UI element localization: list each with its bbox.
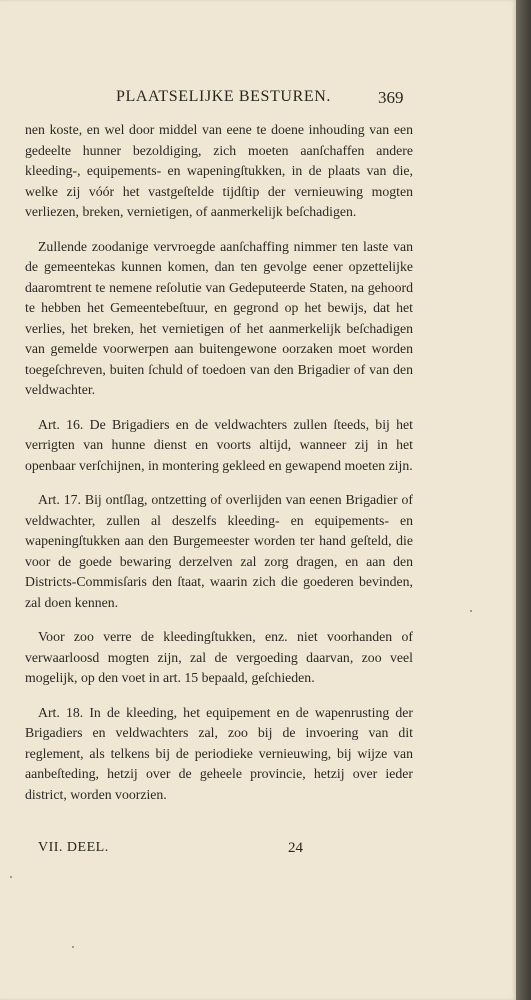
paragraph-art-16: Art. 16. De Brigadiers en de veldwachters zullen ſteeds, bij het verrigten van hunne dienst en voorts altijd, wanneer zij in het openbaar verſchijnen, in montering gekleed en gewapend moeten zijn.	[25, 416, 413, 473]
paragraph-2: Zullende zoodanige vervroegde aanſchaffing nimmer ten laste van de gemeentekas kunnen komen, dan ten gevolge eener opzettelijke daaromtrent te nemene reſolutie van Gedeputeerde Staten, na gehoord te hebben het Gemeentebeſtuur, en gegrond op het bewijs, dat het verlies, het breken, het vernietigen of het aanmerkelijk beſchadigen van gemelde voorwerpen aan buitengewone oorzaken moet worden toegeſchreven, buiten ſchuld of toedoen van den Brigadier of van den veldwachter.	[25, 238, 413, 397]
body-text	[25, 120, 413, 819]
paragraph-art-17: Art. 17. Bij ontſlag, ontzetting of overlijden van eenen Brigadier of veldwachter, zullen al deszelfs kleeding- en equipements- en wapeningſtukken aan den Burgemeester worden ter hand geſteld, die voor de goede bewaring derzelven zal zorg dragen, en aan den Districts-Commisſaris den ſtaat, waarin zich die goederen bevinden, zal doen kennen.	[25, 492, 413, 610]
running-head	[0, 88, 516, 110]
running-head-title: PLAATSELIJKE BESTUREN.	[116, 88, 331, 105]
paper-speck	[470, 610, 472, 612]
paragraph-1: nen koste, en wel door middel van eene te doene inhouding van een gedeelte hunner bezoldiging, zich moeten aanſchaffen andere kleeding-, equipements- en wapeningſtukken, in de plaats van die, welke zij vóór het vastgeſtelde tijdſtip der vernieuwing mogten verliezen, breken, vernietigen, of aanmerkelijk beſchadigen.	[25, 122, 413, 219]
page-edge-shadow	[516, 0, 531, 1000]
paragraph-art-18: Art. 18. In de kleeding, het equipement en de wapenrusting der Brigadiers en veldwachters zal, zoo bij de invoering van dit reglement, als telkens bij de periodieke vernieuwing, bij wijze van aanbeſteding, hetzij over de geheele provincie, hetzij over ieder district, worden voorzien.	[25, 704, 413, 802]
signature-number: 24	[288, 840, 303, 856]
signature-mark: VII. DEEL.	[38, 840, 109, 855]
page-number: 369	[378, 88, 404, 107]
page-footer	[0, 840, 516, 864]
paper-speck	[72, 946, 74, 948]
paper-speck	[10, 876, 12, 878]
paragraph-5: Voor zoo verre de kleedingſtukken, enz. niet voorhanden of verwaarloosd mogten zijn, zal de vergoeding daarvan, zoo veel mogelijk, op den voet in art. 15 bepaald, geſchieden.	[25, 629, 413, 685]
